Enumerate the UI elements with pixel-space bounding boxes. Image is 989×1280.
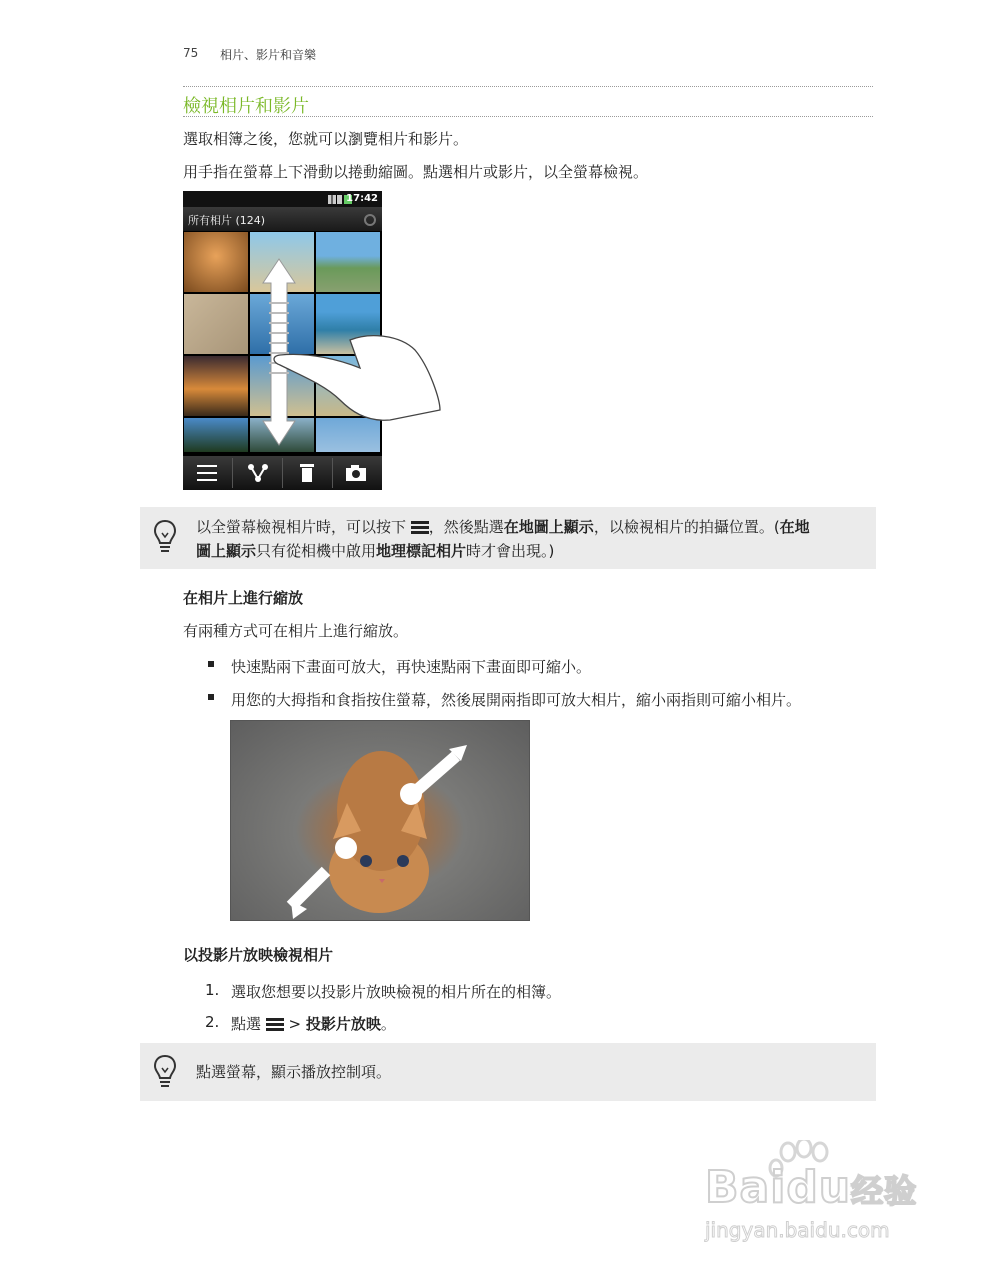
bullet-icon: [208, 694, 214, 700]
step-text-part: >: [283, 1015, 306, 1033]
watermark-du: du: [786, 1162, 852, 1213]
tip-bold-text: 地理標記相片: [376, 542, 467, 560]
kitten-pinch-illustration: [230, 720, 530, 921]
album-title: 所有相片 (124): [188, 214, 266, 227]
page-number: 75: [183, 46, 199, 60]
lightbulb-icon: [153, 1054, 177, 1090]
divider-bottom: [183, 116, 873, 117]
step-bold-text: 投影片放映: [305, 1015, 381, 1033]
slideshow-step-1: 選取您想要以投影片放映檢視的相片所在的相簿。: [231, 983, 562, 1001]
slideshow-step-2: [231, 1013, 396, 1034]
tip-text-part: 時才會出現。): [466, 542, 555, 560]
tip-text: [196, 515, 866, 563]
divider-top: [183, 86, 873, 87]
menu-icon: [266, 1017, 284, 1033]
watermark-cn: 经验: [851, 1172, 918, 1210]
lightbulb-icon: [153, 519, 177, 555]
step-number: 2.: [205, 1013, 220, 1031]
share-icon: [247, 463, 269, 483]
zoom-bullet-2: 用您的大拇指和食指按住螢幕，然後展開兩指即可放大相片，縮小兩指則可縮小相片。: [231, 691, 802, 709]
step-number: 1.: [205, 981, 220, 999]
step-text-part: 。: [380, 1015, 396, 1033]
tip-text: 點選螢幕，顯示播放控制項。: [196, 1063, 392, 1081]
tip-text-part: ，然後點選: [428, 518, 504, 536]
tip-text-part: 以全螢幕檢視相片時，可以按下: [196, 518, 411, 536]
zoom-heading: 在相片上進行縮放: [183, 589, 304, 607]
watermark-brand: [705, 1162, 917, 1213]
chapter-title: 相片、影片和音樂: [220, 48, 317, 62]
watermark-url: jingyan.baidu.com: [705, 1218, 890, 1242]
bullet-icon: [208, 661, 214, 667]
step-text-part: 點選: [231, 1015, 266, 1033]
section-paragraph-2: 用手指在螢幕上下滑動以捲動縮圖。點選相片或影片，以全螢幕檢視。: [183, 163, 649, 181]
tip-box: [140, 1043, 876, 1101]
tip-text-part: ，以檢視相片的拍攝位置。(: [593, 518, 780, 536]
trash-icon: [299, 462, 315, 484]
tip-box: [140, 507, 876, 569]
bottom-toolbar: [183, 456, 382, 490]
tip-bold-text: 圖上顯示: [196, 542, 257, 560]
menu-icon: [411, 520, 429, 536]
section-paragraph-1: 選取相簿之後，您就可以瀏覽相片和影片。: [183, 130, 469, 148]
pointing-hand-icon: [270, 330, 445, 425]
menu-icon: [197, 465, 217, 481]
pinch-zoom-arrows-icon: [231, 721, 529, 920]
tip-bold-text: 在地圖上顯示: [503, 518, 594, 536]
camera-icon: [345, 464, 367, 482]
tip-bold-text: 在地: [779, 518, 810, 536]
baidu-watermark-logo: [700, 1140, 940, 1250]
watermark-bai: Bai: [705, 1162, 787, 1213]
slideshow-heading: 以投影片放映檢視相片: [183, 946, 334, 964]
tip-text-part: 只有從相機中啟用: [256, 542, 377, 560]
section-title: 檢視相片和影片: [183, 96, 309, 117]
status-time: 17:42: [346, 193, 378, 204]
zoom-intro: 有兩種方式可在相片上進行縮放。: [183, 622, 409, 640]
zoom-bullet-1: 快速點兩下畫面可放大，再快速點兩下畫面即可縮小。: [231, 658, 592, 676]
